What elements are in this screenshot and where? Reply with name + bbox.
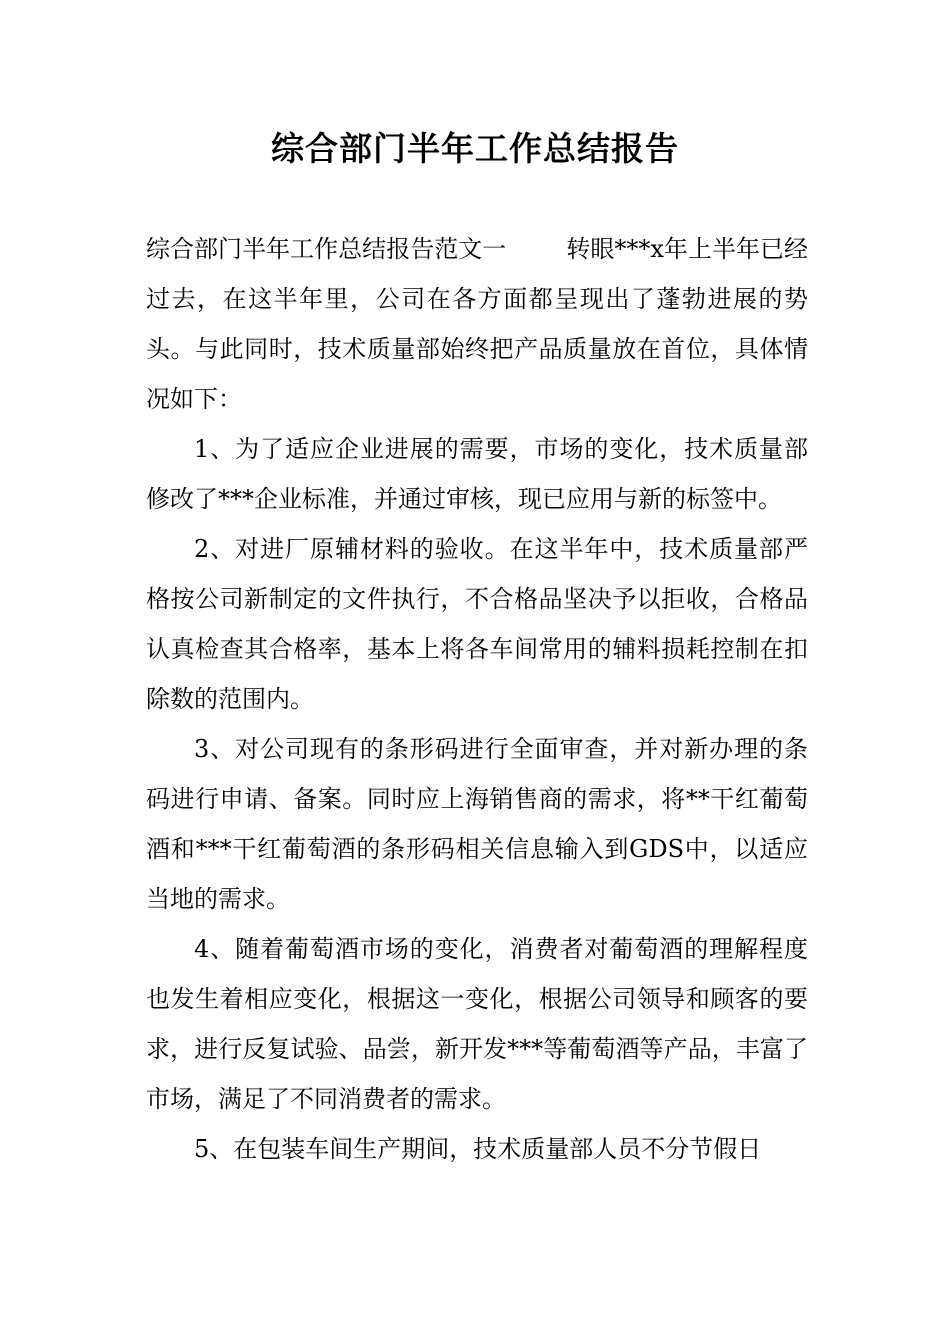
paragraph-4: 4、随着葡萄酒市场的变化，消费者对葡萄酒的理解程度也发生着相应变化，根据这一变化，根据公司领导和顾客的要求，进行反复试验、品尝，新开发***等葡萄酒等产品，丰富了市场，满足了不同消费者的需求。 (146, 935, 808, 1113)
intro-lead: 综合部门半年工作总结报告范文一 (146, 235, 507, 263)
paragraph-2: 2、对进厂原辅材料的验收。在这半年中，技术质量部严格按公司新制定的文件执行，不合格品坚决予以拒收，合格品认真检查其合格率，基本上将各车间常用的辅料损耗控制在扣除数的范围内。 (146, 535, 808, 713)
document-body (146, 224, 808, 1174)
paragraph-3: 3、对公司现有的条形码进行全面审查，并对新办理的条码进行申请、备案。同时应上海销售商的需求，将**干红葡萄酒和***干红葡萄酒的条形码相关信息输入到GDS中，以适应当地的需求。 (146, 735, 808, 913)
page-title: 综合部门半年工作总结报告 (271, 129, 679, 168)
intro-rest: 转眼***x年上半年已经过去，在这半年里，公司在各方面都呈现出了蓬勃进展的势头。与此同时，技术质量部始终把产品质量放在首位，具体情况如下： (146, 235, 809, 413)
intro-paragraph (146, 224, 808, 424)
paragraph-1: 1、为了适应企业进展的需要，市场的变化，技术质量部修改了***企业标准，并通过审核，现已应用与新的标签中。 (146, 435, 808, 513)
paragraph-5: 5、在包装车间生产期间，技术质量部人员不分节假日 (194, 1135, 762, 1163)
